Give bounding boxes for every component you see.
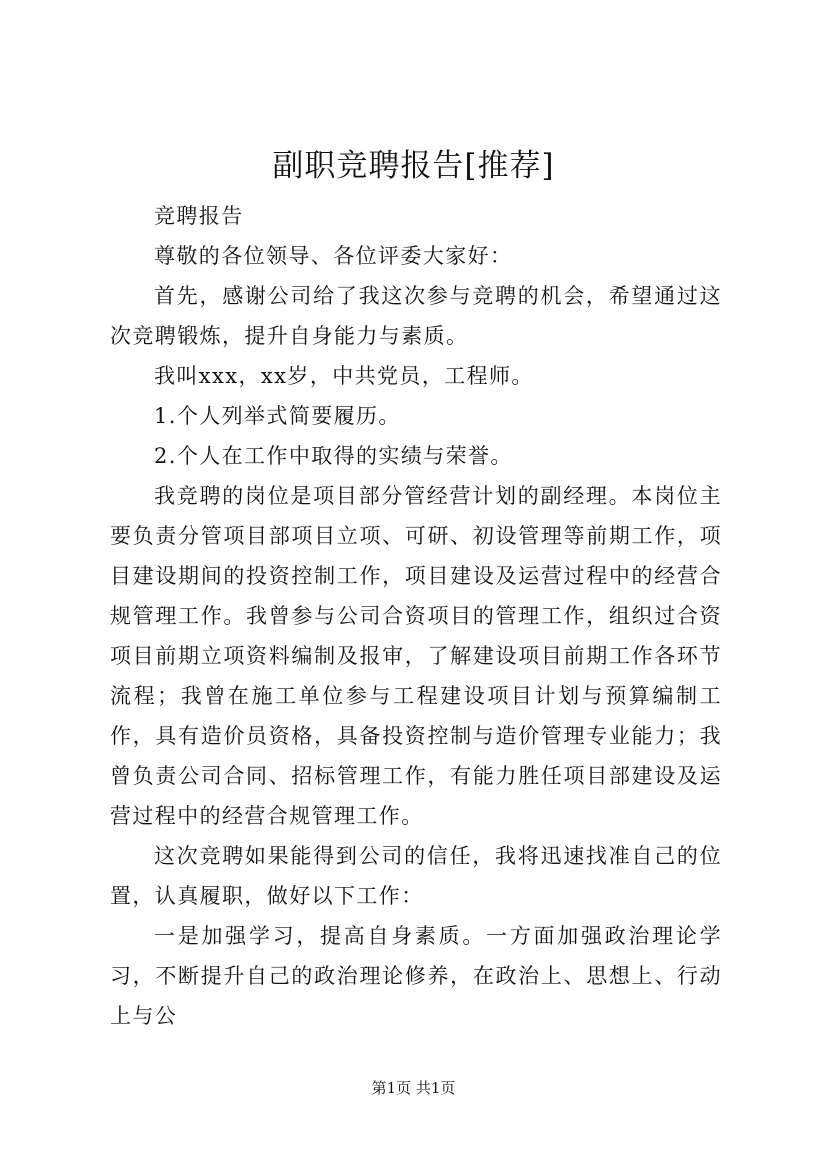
paragraph-commitment: 这次竞聘如果能得到公司的信任，我将迅速找准自己的位置，认真履职，做好以下工作： [110, 844, 722, 908]
document-title: 副职竞聘报告[推荐] [272, 148, 555, 184]
page-footer: 第1页 共1页 [371, 1079, 456, 1097]
document-body [110, 196, 722, 1036]
paragraph-thanks: 首先，感谢公司给了我这次参与竞聘的机会，希望通过这次竞聘锻炼，提升自身能力与素质。 [110, 284, 722, 348]
paragraph-position: 我竞聘的岗位是项目部分管经营计划的副经理。本岗位主要负责分管项目部项目立项、可研、初设管理等前期工作，项目建设期间的投资控制工作，项目建设及运营过程中的经营合规管理工作。我曾参与公司合资项目的管理工作，组织过合资项目前期立项资料编制及报审，了解建设项目前期工作各环节流程；我曾在施工单位参与工程建设项目计划与预算编制工作，具有造价员资格，具备投资控制与造价管理专业能力；我曾负责公司合同、招标管理工作，有能力胜任项目部建设及运营过程中的经营合规管理工作。 [110, 484, 722, 828]
paragraph-study: 一是加强学习，提高自身素质。一方面加强政治理论学习，不断提升自己的政治理论修养，在政治上、思想上、行动上与公 [110, 924, 722, 1028]
paragraph-achievements: 2.个人在工作中取得的实绩与荣誉。 [154, 444, 513, 468]
paragraph-salutation: 尊敬的各位领导、各位评委大家好： [154, 244, 513, 268]
paragraph-resume: 1.个人列举式简要履历。 [154, 404, 401, 428]
paragraph-self-intro: 我叫xxx，xx岁，中共党员，工程师。 [154, 364, 534, 388]
paragraph-heading: 竞聘报告 [154, 204, 244, 228]
